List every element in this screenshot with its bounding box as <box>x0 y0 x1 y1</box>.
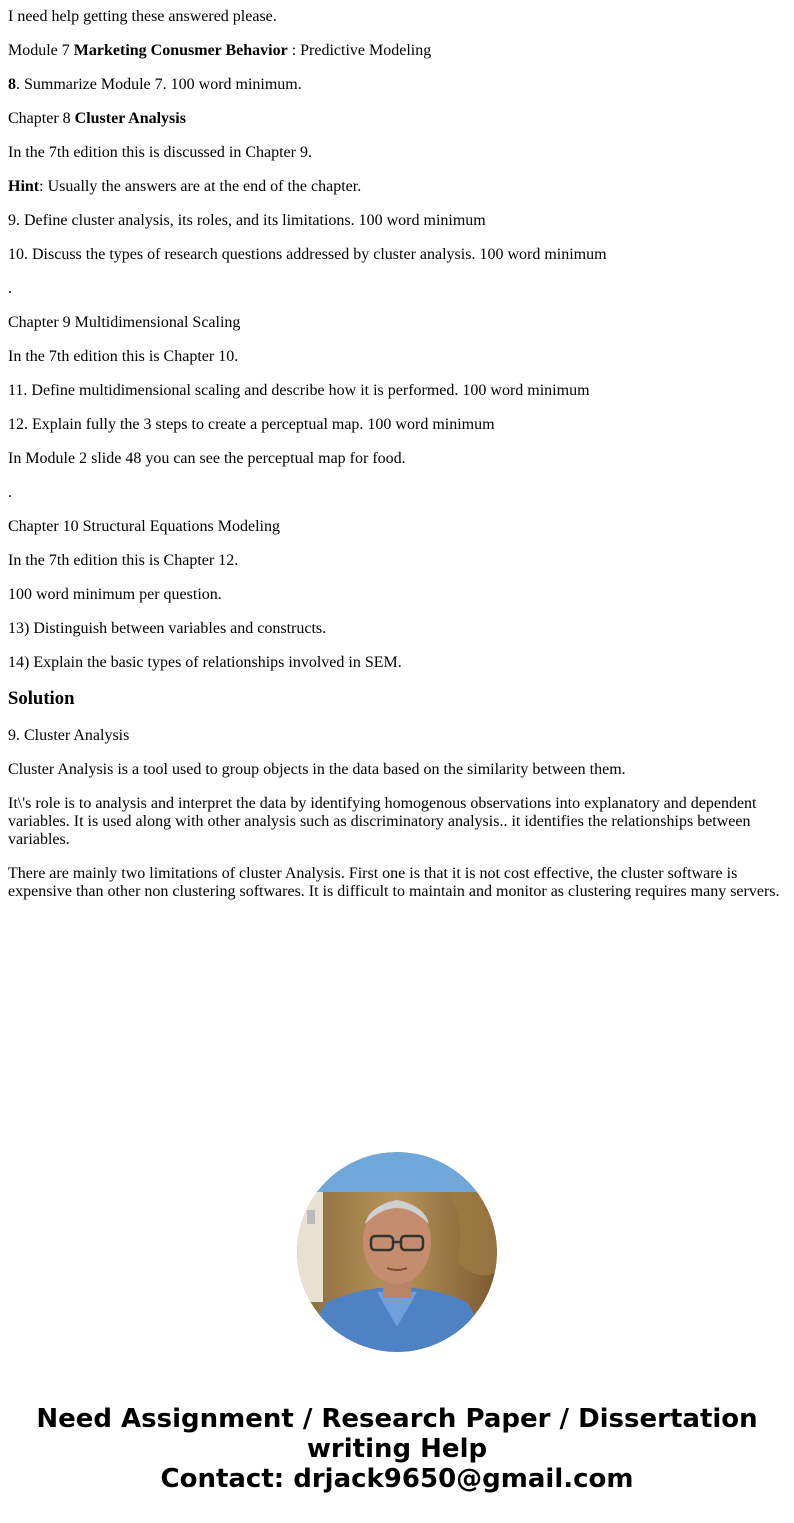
question-11: 11. Define multidimensional scaling and describe how it is performed. 100 word minimum <box>8 382 590 399</box>
chapter-9-title: Chapter 9 Multidimensional Scaling <box>8 314 241 331</box>
tutor-avatar <box>297 1152 497 1352</box>
question-9: 9. Define cluster analysis, its roles, and its limitations. 100 word minimum <box>8 212 486 229</box>
separator-dot: . <box>8 484 12 501</box>
chapter-8-title: Chapter 8 Cluster Analysis <box>8 110 186 127</box>
promo-line-1: Need Assignment / Research Paper / Dissertation <box>36 1404 758 1434</box>
hint-line: Hint: Usually the answers are at the end of the chapter. <box>8 178 362 195</box>
separator-dot: . <box>8 280 12 297</box>
solution-heading: Solution <box>8 688 75 709</box>
chapter-9-note: In the 7th edition this is Chapter 10. <box>8 348 239 365</box>
promo-banner <box>0 1152 794 1494</box>
promo-line-2: writing Help <box>306 1434 488 1464</box>
solution-paragraph: It\'s role is to analysis and interpret the data by identifying homogenous observations into explanatory and dependent variables. It is used along with other analysis such as discriminatory analysis.. it identifies the relationships between variables. <box>8 795 757 848</box>
chapter-10-title: Chapter 10 Structural Equations Modeling <box>8 518 280 535</box>
chapter-10-note: In the 7th edition this is Chapter 12. <box>8 552 239 569</box>
word-minimum-note: 100 word minimum per question. <box>8 586 222 603</box>
question-12: 12. Explain fully the 3 steps to create a perceptual map. 100 word minimum <box>8 416 495 433</box>
intro-text: I need help getting these answered please. <box>8 8 277 25</box>
question-8: 8. Summarize Module 7. 100 word minimum. <box>8 76 302 93</box>
question-13: 13) Distinguish between variables and constructs. <box>8 620 327 637</box>
promo-text <box>0 1404 794 1494</box>
question-14: 14) Explain the basic types of relationships involved in SEM. <box>8 654 402 671</box>
chapter-8-note: In the 7th edition this is discussed in Chapter 9. <box>8 144 312 161</box>
module-2-note: In Module 2 slide 48 you can see the perceptual map for food. <box>8 450 406 467</box>
solution-paragraph: 9. Cluster Analysis <box>8 727 130 744</box>
question-10: 10. Discuss the types of research questions addressed by cluster analysis. 100 word minimum <box>8 246 607 263</box>
solution-paragraph: Cluster Analysis is a tool used to group objects in the data based on the similarity between them. <box>8 761 626 778</box>
promo-contact-email: Contact: drjack9650@gmail.com <box>160 1464 634 1494</box>
module-line: Module 7 Marketing Conusmer Behavior : Predictive Modeling <box>8 42 432 59</box>
solution-paragraph: There are mainly two limitations of cluster Analysis. First one is that it is not cost effective, the cluster software is expensive than other non clustering softwares. It is difficult to maintain and monitor as clustering requires many servers. <box>8 865 780 900</box>
